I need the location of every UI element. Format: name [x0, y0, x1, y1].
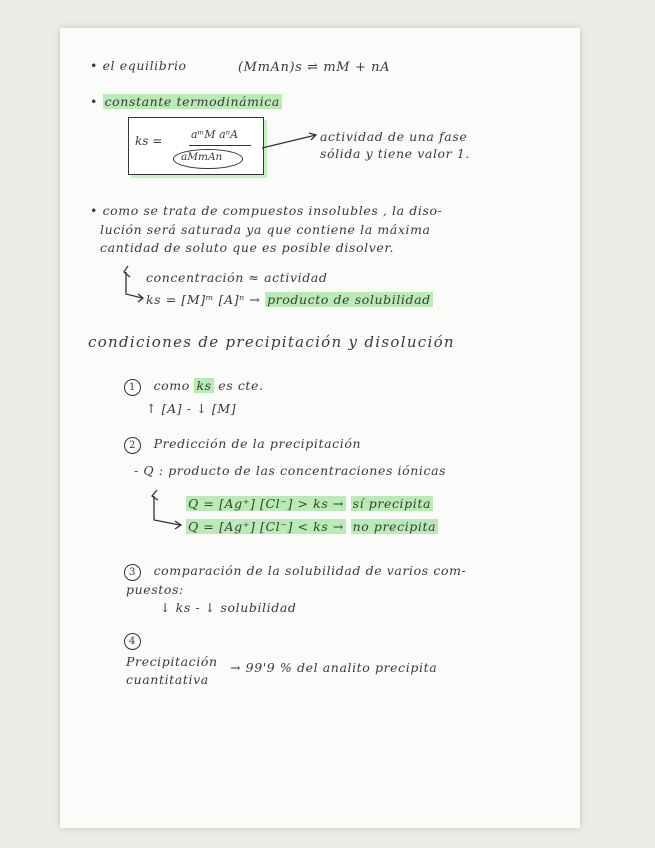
concentracion-branch-icon — [124, 266, 142, 298]
item-4-text-2: cuantitativa — [126, 672, 209, 687]
producto-formula: ks = [M]ᵐ [A]ⁿ → — [146, 292, 261, 307]
item-3-text-2: puestos: — [126, 582, 184, 597]
actividad-note-2: sólida y tiene valor 1. — [320, 146, 470, 161]
item-3-text: comparación de la solubilidad de varios com- — [153, 563, 467, 578]
item-2-text: Predicción de la precipitación — [153, 436, 362, 451]
item-4-text: Precipitación — [126, 654, 218, 669]
compuestos-line-1: • como se trata de compuestos insolubles , la diso- — [90, 203, 443, 218]
item-2-case-1-result: sí precipita — [352, 496, 432, 511]
item-2-number: 2 — [124, 437, 141, 454]
item-2-case-2-result: no precipita — [352, 519, 437, 534]
compuestos-line-2: lución será saturada ya que contiene la máxima — [100, 222, 431, 237]
item-4-result: → 99'9 % del analito precipita — [230, 660, 438, 675]
equilibrio-label: el equilibrio — [102, 58, 187, 73]
compuestos-text-1: como se trata de compuestos insolubles , la diso- — [102, 203, 443, 218]
item-1-sub: ↑ [A] - ↓ [M] — [146, 401, 237, 416]
case-branch-icon — [152, 490, 180, 525]
item-1-text-post: es cte. — [218, 378, 264, 393]
concentracion-line: concentración ≈ actividad — [146, 270, 328, 285]
item-1-ks: ks — [196, 378, 212, 393]
equilibrio-line: • el equilibrio — [90, 58, 187, 73]
condiciones-title: condiciones de precipitación y disolución — [88, 333, 455, 351]
item-1-number: 1 — [124, 379, 141, 396]
item-2-case-2-formula: Q = [Ag⁺] [Cl⁻] < ks → — [188, 519, 344, 534]
actividad-note-1: actividad de una fase — [320, 129, 468, 144]
item-3-number: 3 — [124, 564, 141, 581]
compuestos-line-3: cantidad de soluto que es posible disolver. — [100, 240, 395, 255]
item-4-number: 4 — [124, 633, 141, 650]
equilibrio-reaction: (MmAn)s ⇌ mM + nA — [238, 60, 391, 75]
item-2-case-1-formula: Q = [Ag⁺] [Cl⁻] > ks → — [188, 496, 344, 511]
item-2-sub: - Q : producto de las concentraciones iónicas — [134, 463, 447, 478]
constante-line: • constante termodinámica — [90, 94, 280, 109]
ks-denominator: aMmAn — [181, 151, 223, 163]
ks-numerator: aᵐM aⁿA — [191, 128, 239, 141]
ks-label: ks = — [135, 134, 163, 148]
producto-label: producto de solubilidad — [267, 292, 431, 307]
item-3-sub: ↓ ks - ↓ solubilidad — [160, 600, 297, 615]
item-1-text-pre: como — [153, 378, 190, 393]
constante-label: constante termodinámica — [104, 94, 280, 109]
actividad-arrow-icon — [262, 135, 316, 148]
